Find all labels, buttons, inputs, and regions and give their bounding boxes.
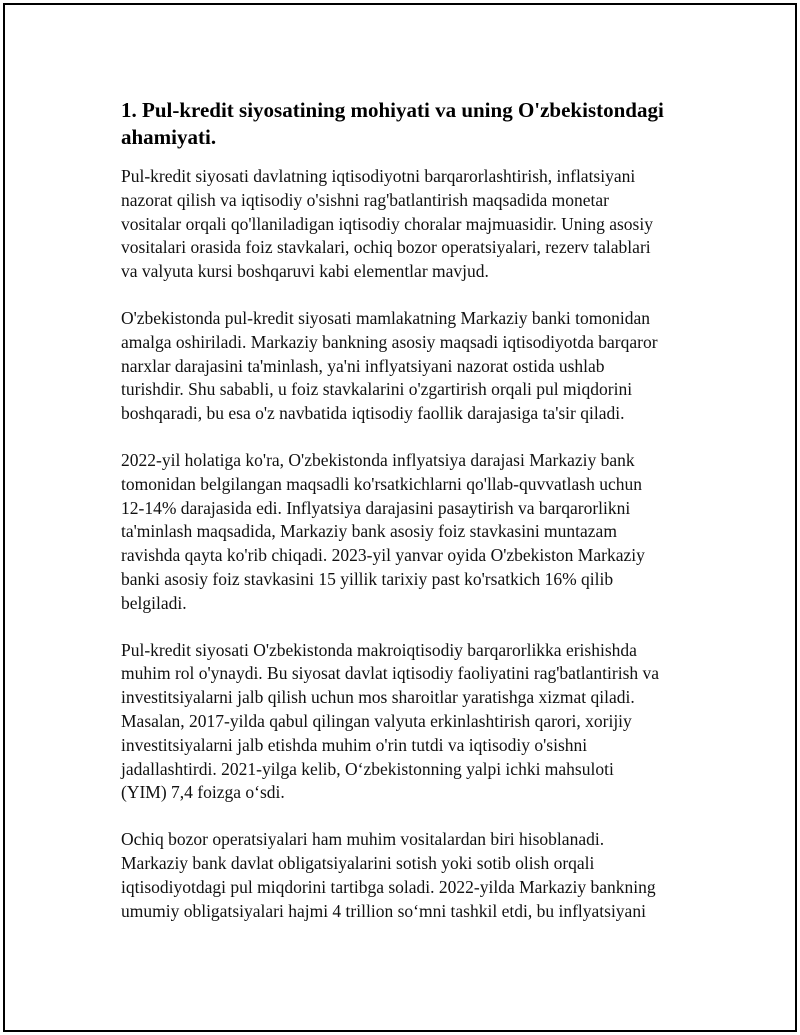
text-line: Markaziy bank davlat obligatsiyalarini sotish yoki sotib olish orqali bbox=[121, 852, 595, 873]
text-line: amalga oshiriladi. Markaziy bankning asosiy maqsadi iqtisodiyotda barqaror bbox=[121, 331, 658, 352]
text-line: turishdir. Shu sababli, u foiz stavkalarini o'zgartirish orqali pul miqdorini bbox=[121, 379, 633, 400]
text-line: Masalan, 2017-yilda qabul qilingan valyuta erkinlashtirish qarori, xorijiy bbox=[121, 710, 632, 731]
text-line: belgiladi. bbox=[121, 592, 187, 613]
text-line: ravishda qayta ko'rib chiqadi. 2023-yil yanvar oyida O'zbekiston Markaziy bbox=[121, 545, 645, 566]
text-line: Pul-kredit siyosati O'zbekistonda makroiqtisodiy barqarorlikka erishishda bbox=[121, 639, 637, 660]
text-line: investitsiyalarni jalb qilish uchun mos sharoitlar yaratishga xizmat qiladi. bbox=[121, 687, 635, 708]
text-line: 12-14% darajasida edi. Inflyatsiya darajasini pasaytirish va barqarorlikni bbox=[121, 497, 631, 518]
text-line: (YIM) 7,4 foizga o‘sdi. bbox=[121, 782, 285, 803]
paragraph-definition bbox=[121, 165, 701, 284]
text-line: umumiy obligatsiyalari hajmi 4 trillion so‘mni tashkil etdi, bu inflyatsiyani bbox=[121, 900, 646, 921]
paragraph-macro-stability bbox=[121, 639, 701, 806]
text-line: va valyuta kursi boshqaruvi kabi elementlar mavjud. bbox=[121, 261, 489, 282]
heading-line: 1. Pul-kredit siyosatining mohiyati va uning O'zbekistondagi bbox=[121, 98, 664, 122]
text-line: muhim rol o'ynaydi. Bu siyosat davlat iqtisodiy faoliyatini rag'batlantirish va bbox=[121, 663, 660, 684]
text-line: vositalari orasida foiz stavkalari, ochiq bozor operatsiyalari, rezerv talablari bbox=[121, 237, 651, 258]
text-line: ta'minlash maqsadida, Markaziy bank asosiy foiz stavkasini muntazam bbox=[121, 521, 617, 542]
text-line: jadallashtirdi. 2021-yilga kelib, O‘zbekistonning yalpi ichki mahsuloti bbox=[121, 758, 614, 779]
heading-line: ahamiyati. bbox=[121, 125, 217, 149]
text-line: Pul-kredit siyosati davlatning iqtisodiyotni barqarorlashtirish, inflatsiyani bbox=[121, 166, 636, 186]
text-line: narxlar darajasini ta'minlash, ya'ni inflyatsiyani nazorat ostida ushlab bbox=[121, 355, 605, 376]
text-line: iqtisodiyotdagi pul miqdorini tartibga soladi. 2022-yilda Markaziy bankning bbox=[121, 876, 656, 897]
text-line: banki asosiy foiz stavkasini 15 yillik tarixiy past ko'rsatkich 16% qilib bbox=[121, 568, 614, 589]
text-line: 2022-yil holatiga ko'ra, O'zbekistonda inflyatsiya darajasi Markaziy bank bbox=[121, 449, 635, 470]
paragraph-inflation-2022 bbox=[121, 449, 701, 616]
text-line: tomonidan belgilangan maqsadli ko'rsatkichlarni qo'llab-quvvatlash uchun bbox=[121, 473, 642, 494]
paragraph-central-bank bbox=[121, 307, 701, 426]
paragraph-open-market bbox=[121, 828, 701, 923]
text-line: O'zbekistonda pul-kredit siyosati mamlakatning Markaziy banki tomonidan bbox=[121, 307, 651, 328]
text-line: nazorat qilish va iqtisodiy o'sishni rag'batlantirish maqsadida monetar bbox=[121, 189, 609, 210]
text-line: investitsiyalarni jalb etishda muhim o'rin tutdi va iqtisodiy o'sishni bbox=[121, 734, 588, 755]
text-line: Ochiq bozor operatsiyalari ham muhim vositalardan biri hisoblanadi. bbox=[121, 829, 605, 850]
document-body bbox=[121, 97, 701, 946]
text-line: boshqaradi, bu esa o'z navbatida iqtisodiy faollik darajasiga ta'sir qiladi. bbox=[121, 403, 625, 424]
page-frame bbox=[3, 3, 797, 1032]
section-heading bbox=[121, 97, 701, 151]
text-line: vositalar orqali qo'llaniladigan iqtisodiy choralar majmuasidir. Uning asosiy bbox=[121, 213, 653, 234]
